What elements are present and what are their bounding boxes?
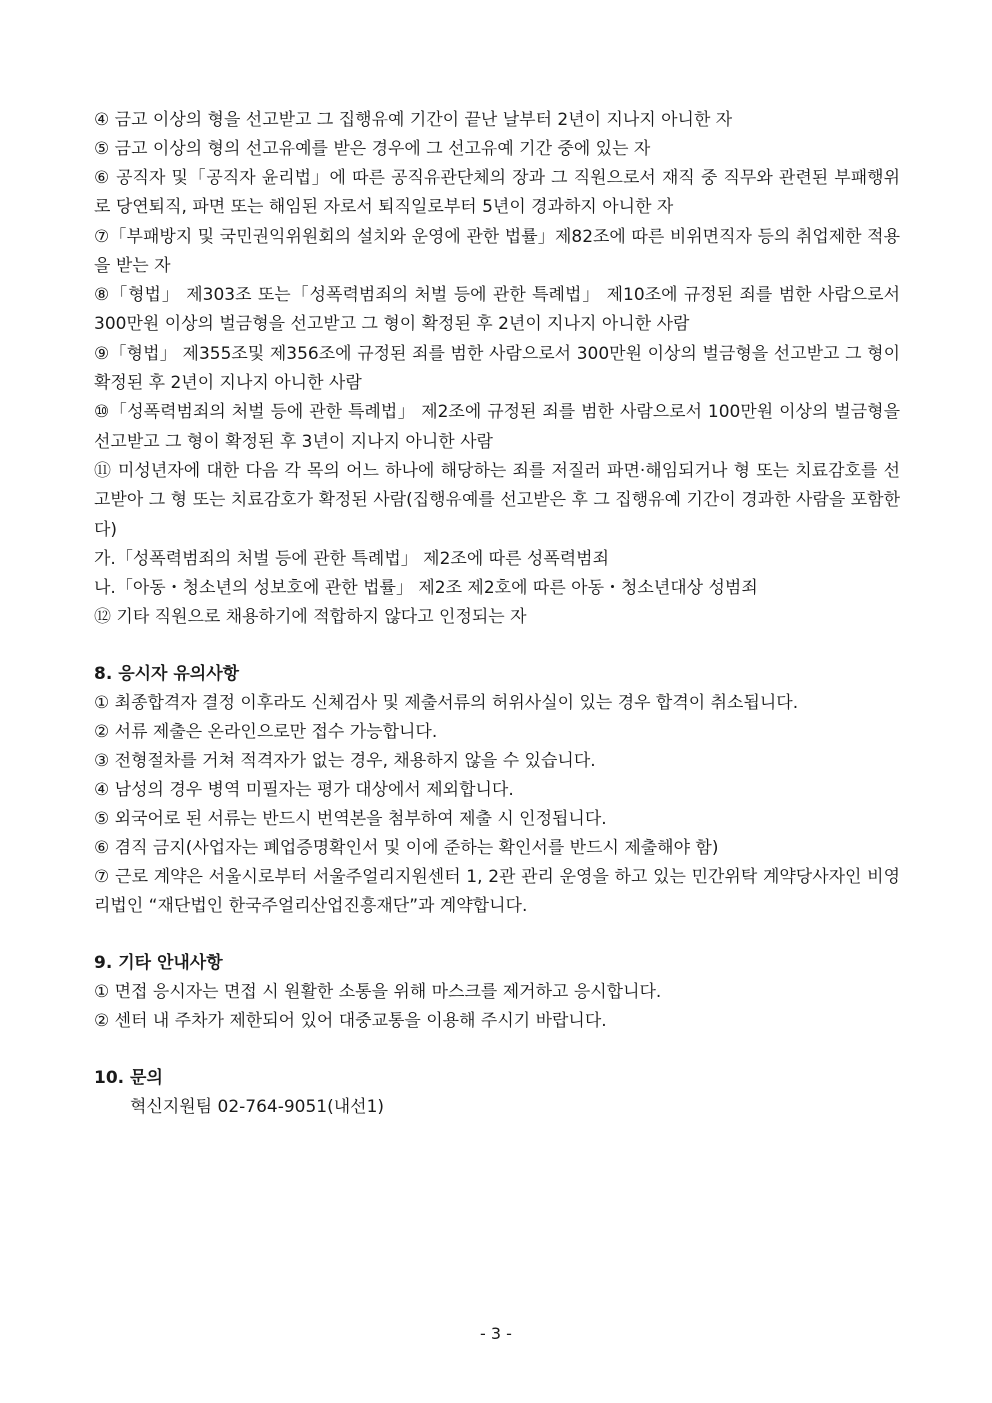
disqualification-item-10: ⑩「성폭력범죄의 처벌 등에 관한 특례법」 제2조에 규정된 죄를 범한 사람으로서 100만원 이상의 벌금형을 선고받고 그 형이 확정된 후 3년이 지나지 아니한 사람 bbox=[94, 402, 900, 452]
notice-item-6: ⑥ 겸직 금지(사업자는 폐업증명확인서 및 이에 준하는 확인서를 반드시 제출해야 함) bbox=[94, 837, 719, 858]
disqualification-subitem-na: 나.「아동・청소년의 성보호에 관한 법률」 제2조 제2호에 따른 아동・청소년대상 성범죄 bbox=[94, 577, 758, 598]
notice-item-7: ⑦ 근로 계약은 서울시로부터 서울주얼리지원센터 1, 2관 관리 운영을 하고 있는 민간위탁 계약당사자인 비영리법인 “재단법인 한국주얼리산업진흥재단”과 계약합니다. bbox=[94, 866, 900, 917]
info-item-2: ② 센터 내 주차가 제한되어 있어 대중교통을 이용해 주시기 바랍니다. bbox=[94, 1011, 607, 1032]
disqualification-item-11: ⑪ 미성년자에 대한 다음 각 목의 어느 하나에 해당하는 죄를 저질러 파면·해임되거나 형 또는 치료감호를 선고받아 그 형 또는 치료감호가 확정된 사람(집행유예를 선고받은 후 그 집행유예 기간이 경과한 사람을 포함한다) bbox=[94, 460, 900, 540]
notice-item-4: ④ 남성의 경우 병역 미필자는 평가 대상에서 제외합니다. bbox=[94, 779, 514, 800]
notice-item-1: ① 최종합격자 결정 이후라도 신체검사 및 제출서류의 허위사실이 있는 경우 합격이 취소됩니다. bbox=[94, 692, 799, 713]
section-spacer bbox=[94, 632, 900, 660]
page-number: - 3 - bbox=[480, 1324, 512, 1343]
disqualification-subitem-ga: 가.「성폭력범죄의 처벌 등에 관한 특례법」 제2조에 따른 성폭력범죄 bbox=[94, 548, 610, 569]
disqualification-item-7: ⑦「부패방지 및 국민권익위원회의 설치와 운영에 관한 법률」제82조에 따른 비위면직자 등의 취업제한 적용을 받는 자 bbox=[94, 226, 900, 276]
disqualification-item-6: ⑥ 공직자 및「공직자 윤리법」에 따른 공직유관단체의 장과 그 직원으로서 재직 중 직무와 관련된 부패행위로 당연퇴직, 파면 또는 해임된 자로서 퇴직일로부터 5년이 경과하지 아니한 자 bbox=[94, 168, 900, 218]
section-spacer bbox=[94, 1036, 900, 1064]
section-10-heading: 10. 문의 bbox=[94, 1068, 163, 1089]
contact-info: 혁신지원팀 02-764-9051(내선1) bbox=[130, 1097, 385, 1118]
disqualification-item-12: ⑫ 기타 직원으로 채용하기에 적합하지 않다고 인정되는 자 bbox=[94, 606, 527, 627]
disqualification-item-8: ⑧「형법」 제303조 또는「성폭력범죄의 처벌 등에 관한 특례법」 제10조에 규정된 죄를 범한 사람으로서 300만원 이상의 벌금형을 선고받고 그 형이 확정된 후 2년이 지나지 아니한 사람 bbox=[94, 285, 900, 335]
disqualification-item-9: ⑨「형법」 제355조및 제356조에 규정된 죄를 범한 사람으로서 300만원 이상의 벌금형을 선고받고 그 형이 확정된 후 2년이 지나지 아니한 사람 bbox=[94, 343, 900, 394]
notice-item-2: ② 서류 제출은 온라인으로만 접수 가능합니다. bbox=[94, 721, 438, 742]
disqualification-item-4: ④ 금고 이상의 형을 선고받고 그 집행유예 기간이 끝난 날부터 2년이 지나지 아니한 자 bbox=[94, 110, 733, 130]
notice-item-5: ⑤ 외국어로 된 서류는 반드시 번역본을 첨부하여 제출 시 인정됩니다. bbox=[94, 808, 607, 829]
document-page bbox=[94, 106, 900, 1122]
section-spacer bbox=[94, 921, 900, 949]
info-item-1: ① 면접 응시자는 면접 시 원활한 소통을 위해 마스크를 제거하고 응시합니다. bbox=[94, 982, 662, 1003]
section-8-heading: 8. 응시자 유의사항 bbox=[94, 663, 240, 684]
notice-item-3: ③ 전형절차를 거쳐 적격자가 없는 경우, 채용하지 않을 수 있습니다. bbox=[94, 750, 596, 771]
section-9-heading: 9. 기타 안내사항 bbox=[94, 953, 223, 974]
disqualification-item-5: ⑤ 금고 이상의 형의 선고유예를 받은 경우에 그 선고유예 기간 중에 있는 자 bbox=[94, 139, 651, 159]
